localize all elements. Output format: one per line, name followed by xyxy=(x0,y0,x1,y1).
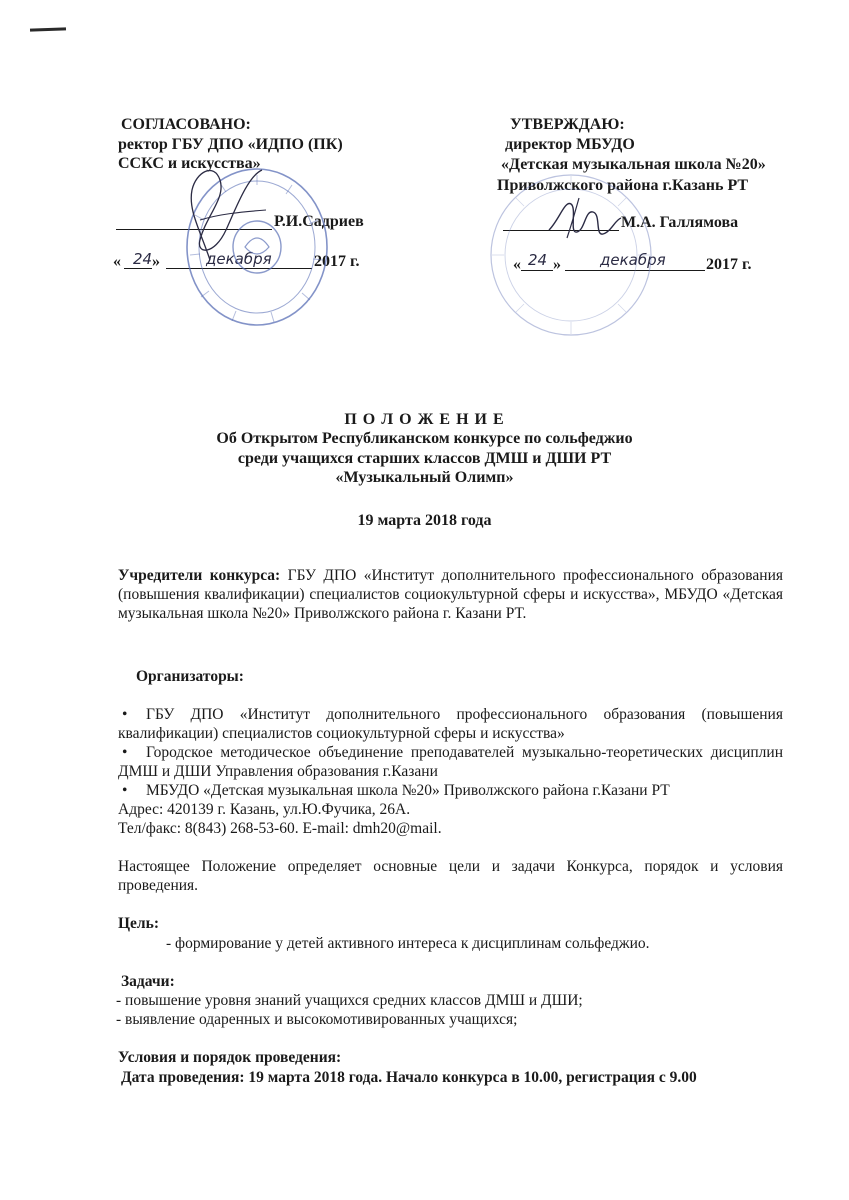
contest-date: 19 марта 2018 года xyxy=(357,512,492,529)
right-day: 24 xyxy=(528,251,548,269)
bullet-icon xyxy=(118,744,146,761)
document-title: П О Л О Ж Е Н И Е xyxy=(344,411,505,428)
right-handwritten-signature xyxy=(545,190,625,250)
intro-paragraph: Настоящее Положение определяет основные цели и задачи Конкурса, порядок и условия проведения. xyxy=(118,858,783,894)
left-line1: ректор ГБУ ДПО «ИДПО (ПК) xyxy=(118,136,343,153)
organizer-item xyxy=(118,781,783,800)
left-day-underline xyxy=(124,268,152,269)
organizer-item xyxy=(118,705,783,743)
conditions-label: Условия и порядок проведения: xyxy=(118,1049,342,1066)
organizer-item-text: МБУДО «Детская музыкальная школа №20» Приволжского района г.Казани РТ xyxy=(146,782,670,799)
left-year: 2017 г. xyxy=(314,253,360,270)
left-line2: ССКС и искусства» xyxy=(118,155,261,172)
right-line2: «Детская музыкальная школа №20» xyxy=(501,156,766,173)
left-day: 24 xyxy=(133,250,153,268)
left-month: декабря xyxy=(206,250,272,268)
organizer-phone-email: Тел/факс: 8(843) 268-53-60. E-mail: dmh20@mail. xyxy=(118,820,442,837)
right-quote-close: » xyxy=(553,256,561,273)
organizer-address: Адрес: 420139 г. Казань, ул.Ю.Фучика, 26А. xyxy=(118,801,411,818)
bullet-icon xyxy=(118,782,146,799)
document-subtitle-2: среди учащихся старших классов ДМШ и ДШИ РТ xyxy=(237,450,612,467)
conditions-date-line: Дата проведения: 19 марта 2018 года. Начало конкурса в 10.00, регистрация с 9.00 xyxy=(121,1069,697,1086)
task-item: - повышение уровня знаний учащихся средних классов ДМШ и ДШИ; xyxy=(116,992,583,1009)
right-line3: Приволжского района г.Казань РТ xyxy=(497,177,749,194)
task-item: - выявление одаренных и высокомотивированных учащихся; xyxy=(116,1011,518,1028)
document-subtitle-1: Об Открытом Республиканском конкурсе по сольфеджио xyxy=(216,430,633,447)
tasks-label: Задачи: xyxy=(121,973,175,990)
goal-label: Цель: xyxy=(118,915,159,932)
right-line1: директор МБУДО xyxy=(505,136,635,153)
founders-paragraph xyxy=(118,566,783,623)
document-subtitle-3: «Музыкальный Олимп» xyxy=(335,469,514,486)
founders-text: ГБУ ДПО «Институт дополнительного профессионального образования (повышения квалификации) специалистов социокультурной сферы и искусства», МБУДО «Детская музыкальная школа №20» Приволжского района г. Казани РТ. xyxy=(118,567,783,622)
right-signer-name: М.А. Галлямова xyxy=(621,214,739,231)
scan-artifact xyxy=(30,27,66,31)
organizers-label: Организаторы: xyxy=(136,668,244,685)
founders-label: Учредители конкурса: xyxy=(118,567,281,584)
goal-text: - формирование у детей активного интереса к дисциплинам сольфеджио. xyxy=(166,935,650,952)
bullet-icon xyxy=(118,706,146,723)
right-month: декабря xyxy=(600,251,666,269)
organizer-item-text: Городское методическое объединение преподавателей музыкально-теоретических дисциплин ДМШ и ДШИ Управления образования г.Казани xyxy=(118,744,783,780)
left-quote-close: » xyxy=(152,253,160,270)
left-signer-name: Р.И.Садриев xyxy=(274,213,364,230)
right-quote-open: « xyxy=(513,256,521,273)
left-quote-open: « xyxy=(113,253,121,270)
right-year: 2017 г. xyxy=(706,256,752,273)
organizer-item-text: ГБУ ДПО «Институт дополнительного профессионального образования (повышения квалификации) специалистов социокультурной сферы и искусства» xyxy=(118,706,783,742)
left-handwritten-signature xyxy=(170,150,280,270)
left-heading: СОГЛАСОВАНО: xyxy=(121,116,251,133)
organizer-item xyxy=(118,743,783,781)
right-heading: УТВЕРЖДАЮ: xyxy=(510,116,625,133)
